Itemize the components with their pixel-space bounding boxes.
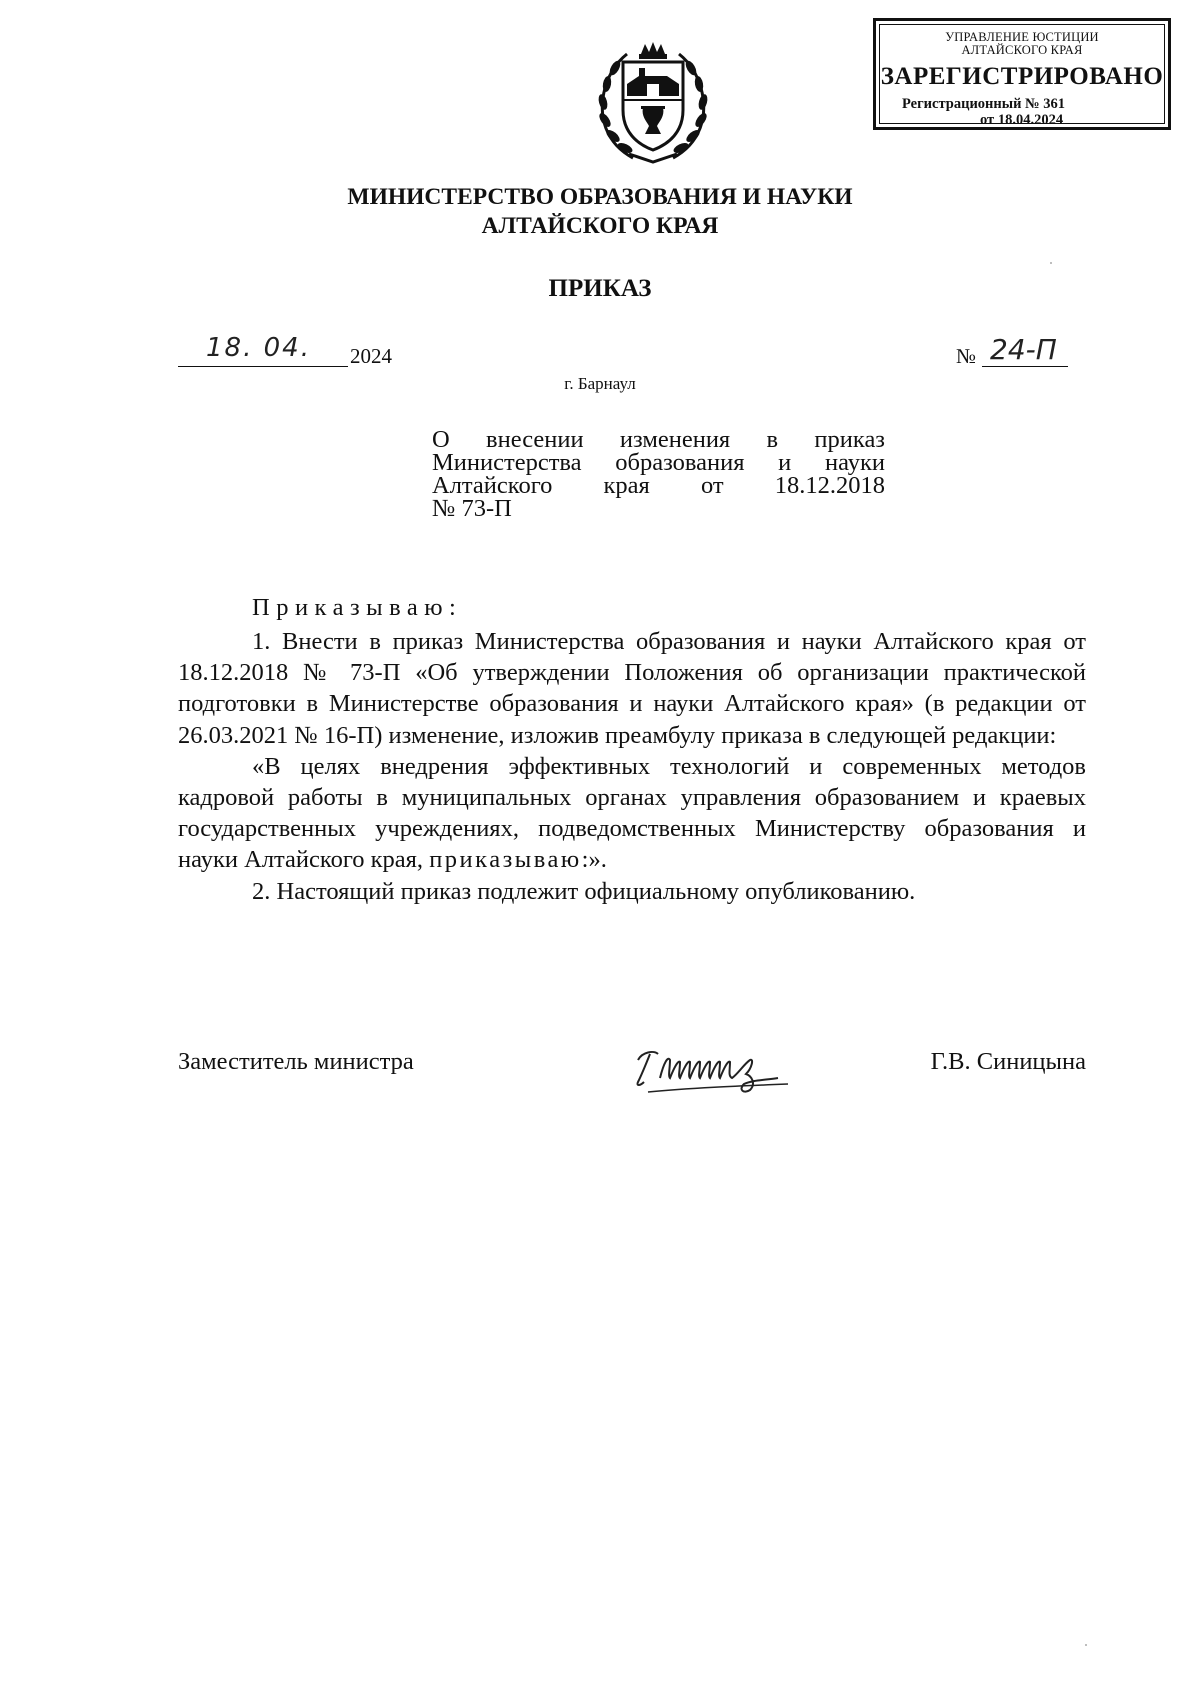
subject-line2: Министерства образования и науки <box>432 449 885 476</box>
subject-line3: Алтайского края от 18.12.2018 <box>432 472 885 499</box>
document-type: ПРИКАЗ <box>548 275 652 302</box>
city: г. Барнаул <box>564 374 636 393</box>
handwritten-number: 24-П <box>982 333 1068 367</box>
stamp-registration-number: 361 <box>1043 96 1066 112</box>
stamp-registration <box>880 96 1164 112</box>
date-year: 2024 <box>350 344 392 368</box>
document-number <box>956 333 1086 373</box>
stamp-status: ЗАРЕГИСТРИРОВАНО <box>880 63 1164 90</box>
quote-main: «В целях внедрения эффективных технологий и современных методов кадровой работы в муниципальных органах управления образованием и краевых государственных учреждениях, подведомственных Министерству образования и науки Алтайского края, <box>178 752 1086 874</box>
quote-spaced-word: приказываю <box>429 846 582 874</box>
signer-title: Заместитель министра <box>178 1048 414 1075</box>
ministry-name-line2: АЛТАЙСКОГО КРАЯ <box>481 213 719 239</box>
ministry-name-line1: МИНИСТЕРСТВО ОБРАЗОВАНИЯ И НАУКИ <box>347 184 853 210</box>
order-word: Приказываю: <box>252 594 463 621</box>
number-sign: № <box>956 344 977 368</box>
stamp-date-label: от <box>980 112 995 128</box>
body-item-1: 1. Внести в приказ Министерства образования и науки Алтайского края от 18.12.2018 № 73-П «Об утверждении Положения об организации практической подготовки в Министерстве образования и науки Алтайского края» (в редакции от 26.03.2021 № 16-П) изменение, изложив преамбулу приказа в следующей редакции: <box>178 628 1086 749</box>
document-subject <box>432 428 885 520</box>
coat-of-arms-icon <box>593 40 713 164</box>
signer-name: Г.В. Синицына <box>930 1048 1086 1075</box>
scan-speck <box>1050 262 1052 264</box>
ministry-name <box>200 183 1000 241</box>
stamp-organization <box>880 31 1164 57</box>
handwritten-date: 18. 04. <box>178 333 348 367</box>
stamp-registration-label: Регистрационный № <box>902 96 1040 112</box>
quote-end: :». <box>581 846 607 874</box>
stamp-organization-line1: УПРАВЛЕНИЕ ЮСТИЦИИ <box>945 30 1099 44</box>
stamp-date: 18.04.2024 <box>997 112 1064 128</box>
scan-speck <box>1085 1644 1087 1646</box>
stamp-organization-line2: АЛТАЙСКОГО КРАЯ <box>961 43 1083 57</box>
registration-stamp <box>873 18 1171 130</box>
signature-icon <box>628 1038 818 1098</box>
body-quote <box>178 751 1086 876</box>
subject-line4: № 73-П <box>432 495 512 522</box>
body-item-2: 2. Настоящий приказ подлежит официальному опубликованию. <box>252 877 916 905</box>
document-body <box>178 626 1086 907</box>
subject-line1: О внесении изменения в приказ <box>432 426 885 453</box>
stamp-date-row <box>880 112 1164 128</box>
stamp-inner-border <box>879 24 1165 128</box>
